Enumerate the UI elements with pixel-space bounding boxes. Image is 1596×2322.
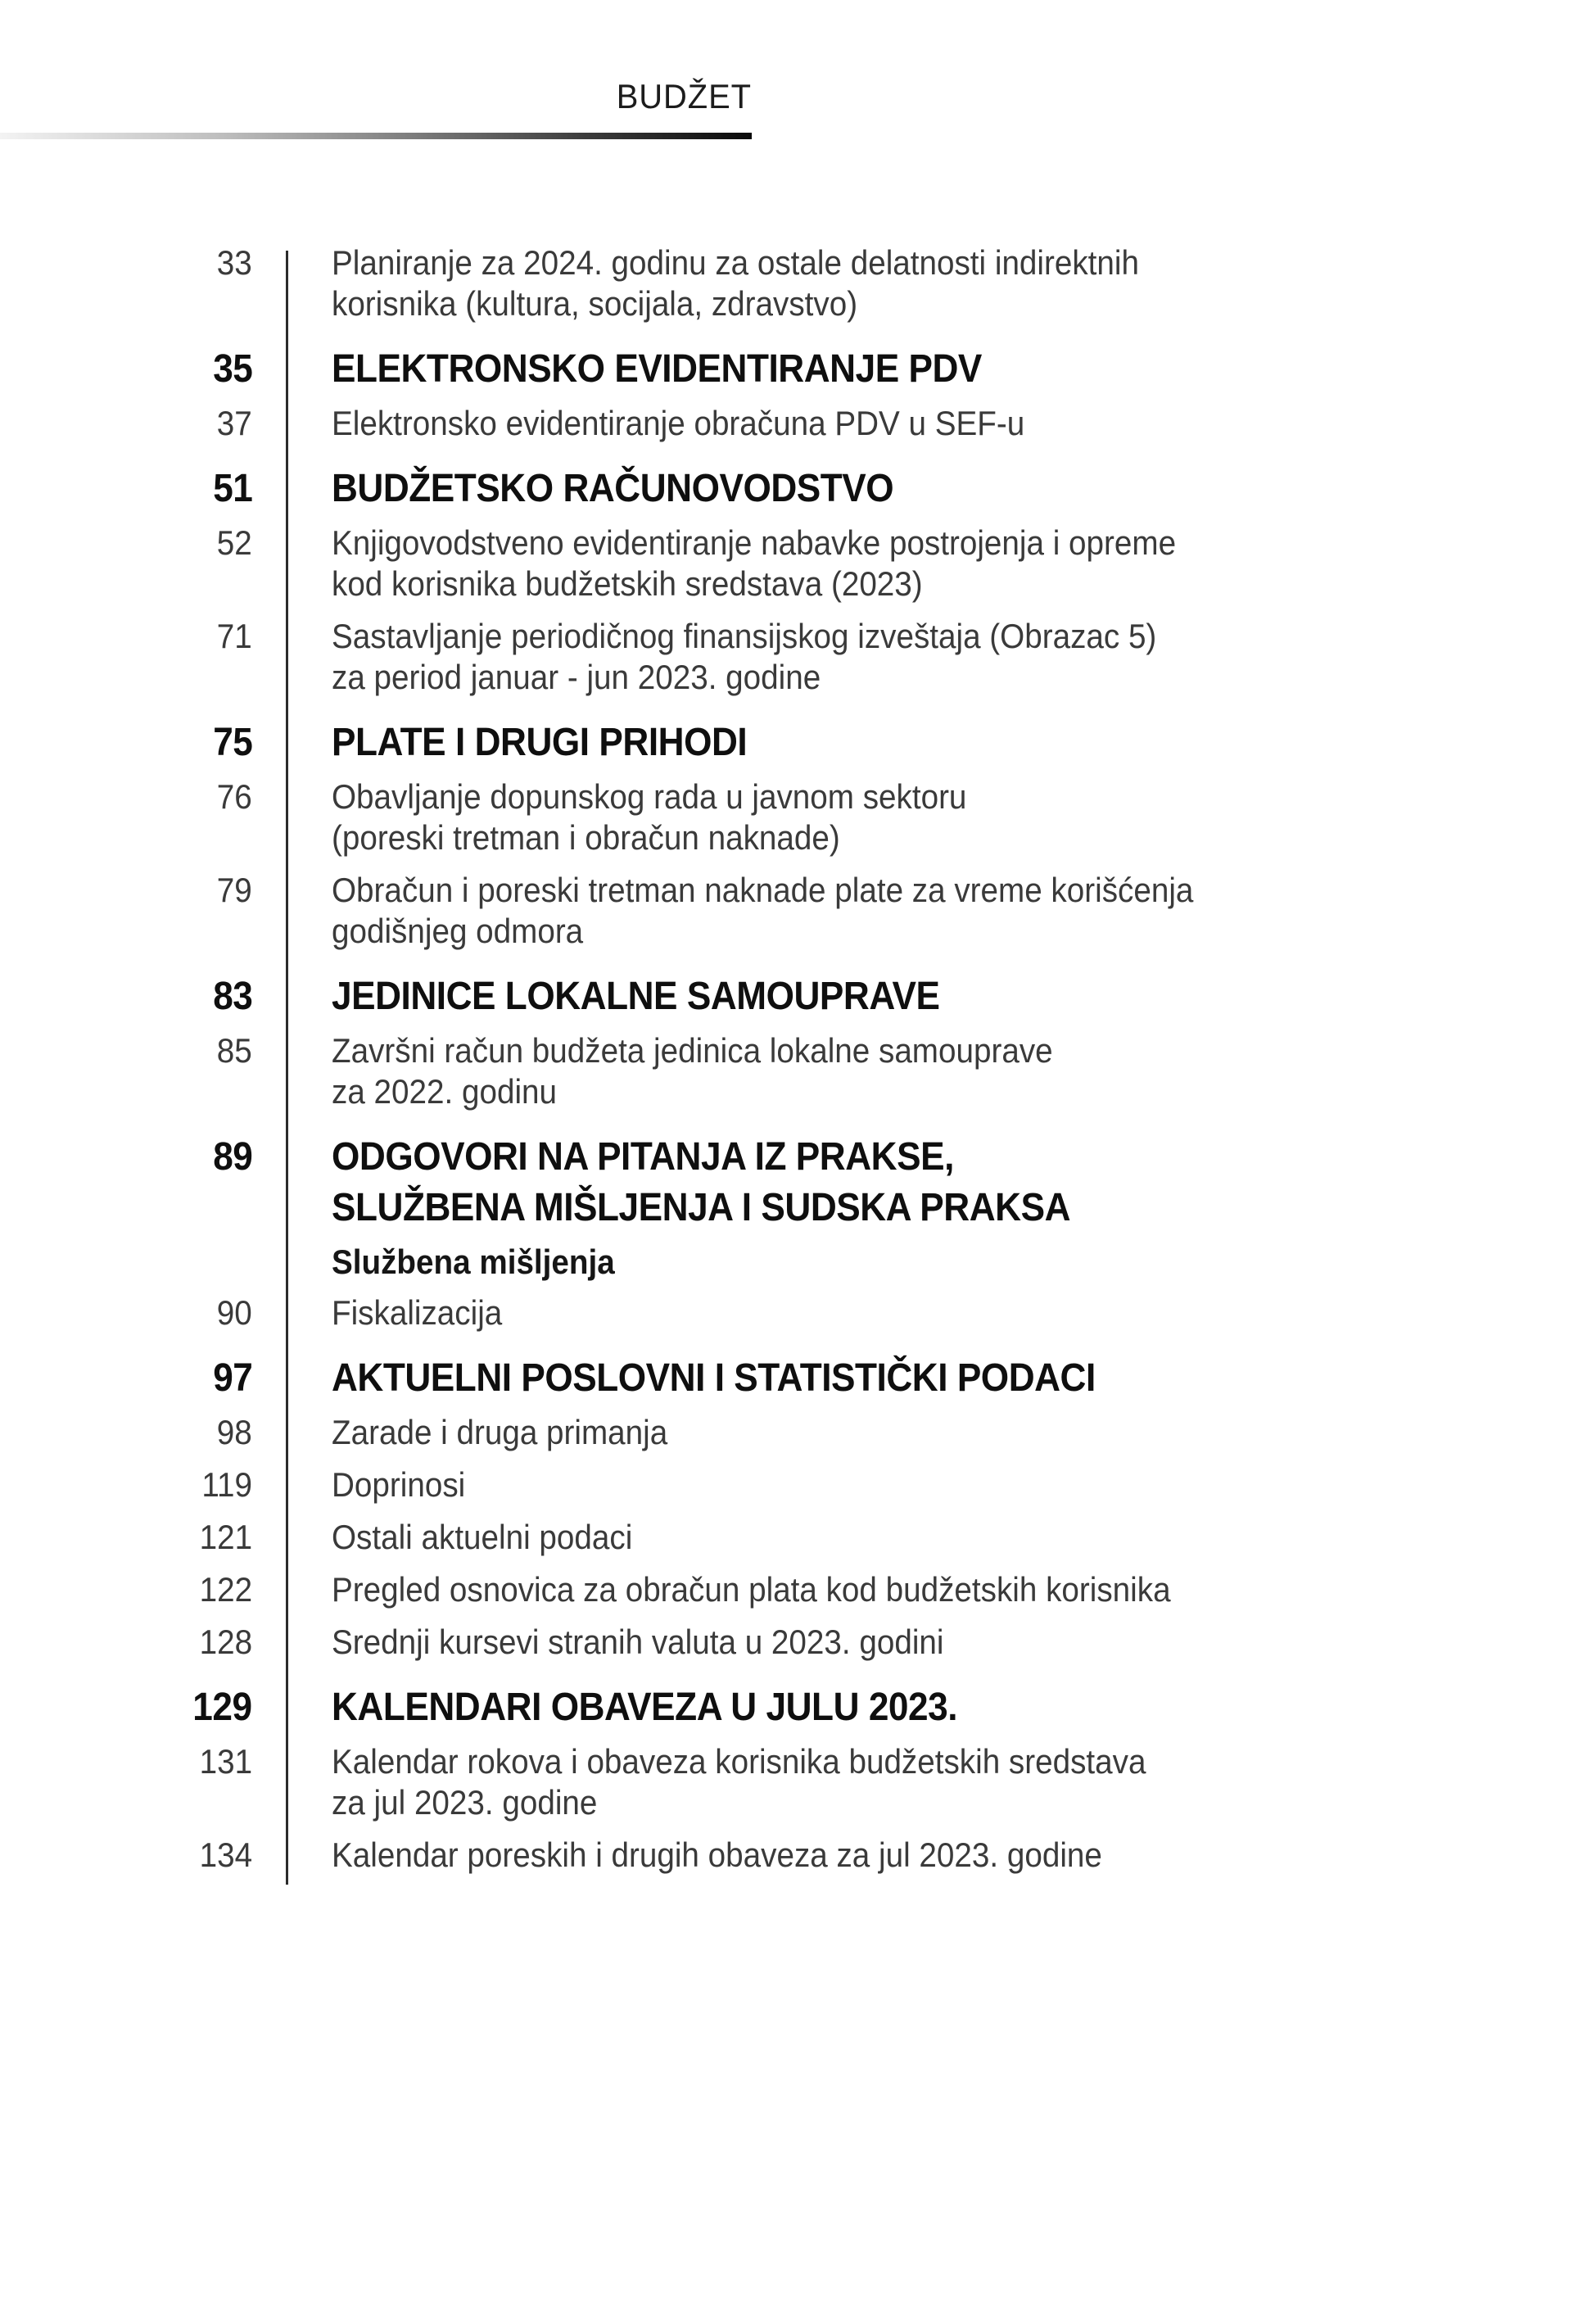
toc-page-number (0, 403, 252, 444)
toc-page-number-text: 90 (217, 1293, 252, 1332)
toc-title-line: Obavljanje dopunskog rada u javnom sektoru (332, 777, 967, 816)
page-title: BUDŽET (616, 77, 752, 115)
toc-title-line: Službena mišljenja (332, 1242, 615, 1281)
toc-page-number (0, 971, 252, 1022)
toc-title-line: Knjigovodstveno evidentiranje nabavke postrojenja i opreme (332, 523, 1177, 562)
toc-section-row (0, 1353, 1596, 1404)
table-of-contents (0, 242, 1596, 1887)
toc-title (252, 870, 1268, 952)
toc-title (252, 1622, 997, 1663)
toc-title (252, 1030, 1115, 1112)
toc-title (252, 242, 1209, 324)
toc-title-line: kod korisnika budžetskih sredstava (2023) (332, 564, 923, 603)
toc-row (0, 403, 1596, 444)
toc-page-number (0, 717, 252, 768)
toc-row (0, 776, 1596, 858)
toc-page-number-text: 85 (217, 1031, 252, 1070)
toc-title (252, 523, 1250, 604)
toc-page-number (0, 523, 252, 564)
toc-title-line: (poreski tretman i obračun naknade) (332, 818, 840, 857)
toc-page-number-text: 51 (212, 467, 252, 510)
toc-row (0, 1741, 1596, 1823)
toc-title-line: za 2022. godinu (332, 1072, 558, 1111)
toc-subheading-row (0, 1242, 1596, 1283)
toc-title (252, 1242, 640, 1283)
toc-section-row (0, 717, 1596, 768)
toc-title-line: BUDŽETSKO RAČUNOVODSTVO (332, 467, 894, 510)
toc-row (0, 523, 1596, 604)
toc-page-number-text: 37 (217, 404, 252, 442)
toc-page-number-text: 79 (217, 871, 252, 909)
title-underline (0, 133, 752, 139)
toc-page-number (0, 1835, 252, 1876)
toc-title-line: Doprinosi (332, 1465, 466, 1504)
toc-row (0, 1517, 1596, 1558)
toc-title-line: Završni račun budžeta jedinica lokalne samouprave (332, 1031, 1053, 1070)
toc-page-number (0, 1622, 252, 1663)
toc-page-number-text: 98 (217, 1413, 252, 1451)
toc-page-number (0, 1132, 252, 1183)
toc-title-line: Kalendar rokova i obaveza korisnika budžetskih sredstava (332, 1742, 1146, 1781)
toc-page-number-text: 119 (201, 1465, 252, 1504)
toc-page-number-text: 129 (192, 1686, 252, 1729)
toc-title-line: SLUŽBENA MIŠLJENJA I SUDSKA PRAKSA (332, 1186, 1071, 1229)
toc-title (252, 1353, 1162, 1404)
toc-row (0, 1835, 1596, 1876)
toc-divider-line (286, 251, 288, 1885)
toc-page-number (0, 242, 252, 283)
toc-page-number (0, 1517, 252, 1558)
toc-page-number-text: 35 (212, 347, 252, 391)
toc-title (252, 464, 943, 514)
toc-title-line: PLATE I DRUGI PRIHODI (332, 721, 748, 764)
toc-title-line: ELEKTRONSKO EVIDENTIRANJE PDV (332, 347, 982, 391)
toc-page-number-text: 122 (199, 1570, 252, 1609)
toc-page-number (0, 1741, 252, 1782)
toc-row (0, 1412, 1596, 1453)
toc-page-number-text: 134 (199, 1835, 252, 1874)
toc-page-number-text: 83 (212, 975, 252, 1018)
toc-page-number-text: 89 (212, 1135, 252, 1179)
toc-title (252, 1569, 1244, 1610)
toc-title (252, 616, 1228, 698)
toc-row (0, 242, 1596, 324)
toc-title-line: AKTUELNI POSLOVNI I STATISTIČKI PODACI (332, 1356, 1096, 1400)
toc-title (252, 1682, 1011, 1733)
toc-page-number (0, 344, 252, 395)
toc-title-line: KALENDARI OBAVEZA U JULU 2023. (332, 1686, 958, 1729)
toc-title (252, 1292, 517, 1333)
toc-title-line: ODGOVORI NA PITANJA IZ PRAKSE, (332, 1135, 954, 1179)
toc-page-number (0, 616, 252, 657)
toc-row (0, 870, 1596, 952)
toc-section-row (0, 1132, 1596, 1233)
toc-page-number-text: 52 (217, 523, 252, 562)
toc-page-number (0, 464, 252, 514)
toc-title-line: Obračun i poreski tretman naknade plate za vreme korišćenja (332, 871, 1194, 909)
toc-title (252, 1517, 658, 1558)
toc-title (252, 971, 992, 1022)
toc-page-number-text: 97 (212, 1356, 252, 1400)
toc-page-number (0, 1353, 252, 1404)
toc-title (252, 403, 1085, 444)
toc-page-number-text: 131 (199, 1742, 252, 1781)
toc-title (252, 1412, 697, 1453)
toc-page-number-text: 75 (212, 721, 252, 764)
toc-page-number (0, 1242, 252, 1283)
toc-row (0, 1464, 1596, 1505)
toc-title (252, 1132, 1134, 1233)
toc-title (252, 1835, 1169, 1876)
toc-title-line: Sastavljanje periodičnog finansijskog izveštaja (Obrazac 5) (332, 617, 1157, 655)
toc-page-number (0, 776, 252, 817)
toc-row (0, 616, 1596, 698)
toc-page-number-text: 71 (217, 617, 252, 655)
toc-page-number (0, 1682, 252, 1733)
toc-title-line: Ostali aktuelni podaci (332, 1518, 633, 1556)
toc-row (0, 1030, 1596, 1112)
toc-title-line: Pregled osnovica za obračun plata kod budžetskih korisnika (332, 1570, 1171, 1609)
toc-section-row (0, 1682, 1596, 1733)
toc-title-line: Zarade i druga primanja (332, 1413, 668, 1451)
toc-title-line: Fiskalizacija (332, 1293, 503, 1332)
toc-title (252, 344, 1038, 395)
toc-title-line: Kalendar poreskih i drugih obaveza za jul 2023. godine (332, 1835, 1102, 1874)
toc-page-number-text: 128 (199, 1623, 252, 1661)
toc-page-number-text: 76 (217, 777, 252, 816)
toc-page-number (0, 1569, 252, 1610)
toc-page-number (0, 1412, 252, 1453)
toc-page-number (0, 1030, 252, 1071)
toc-title-line: JEDINICE LOKALNE SAMOUPRAVE (332, 975, 940, 1018)
toc-page-number (0, 870, 252, 911)
toc-row (0, 1622, 1596, 1663)
toc-row (0, 1569, 1596, 1610)
toc-section-row (0, 971, 1596, 1022)
toc-section-row (0, 464, 1596, 514)
toc-title-line: za period januar - jun 2023. godine (332, 658, 821, 696)
toc-title-line: korisnika (kultura, socijala, zdravstvo) (332, 284, 858, 323)
toc-page-number-text: 121 (199, 1518, 252, 1556)
toc-title-line: za jul 2023. godine (332, 1783, 598, 1822)
toc-title-line: Srednji kursevi stranih valuta u 2023. godini (332, 1623, 944, 1661)
toc-title-line: Elektronsko evidentiranje obračuna PDV u SEF-u (332, 404, 1025, 442)
toc-title-line: Planiranje za 2024. godinu za ostale delatnosti indirektnih (332, 243, 1139, 282)
toc-page-number (0, 1292, 252, 1333)
toc-page-number (0, 1464, 252, 1505)
toc-section-row (0, 344, 1596, 395)
toc-title (252, 717, 783, 768)
toc-row (0, 1292, 1596, 1333)
toc-title (252, 1741, 1217, 1823)
toc-title-line: godišnjeg odmora (332, 912, 584, 950)
toc-page-number-text: 33 (217, 243, 252, 282)
toc-title (252, 776, 1022, 858)
